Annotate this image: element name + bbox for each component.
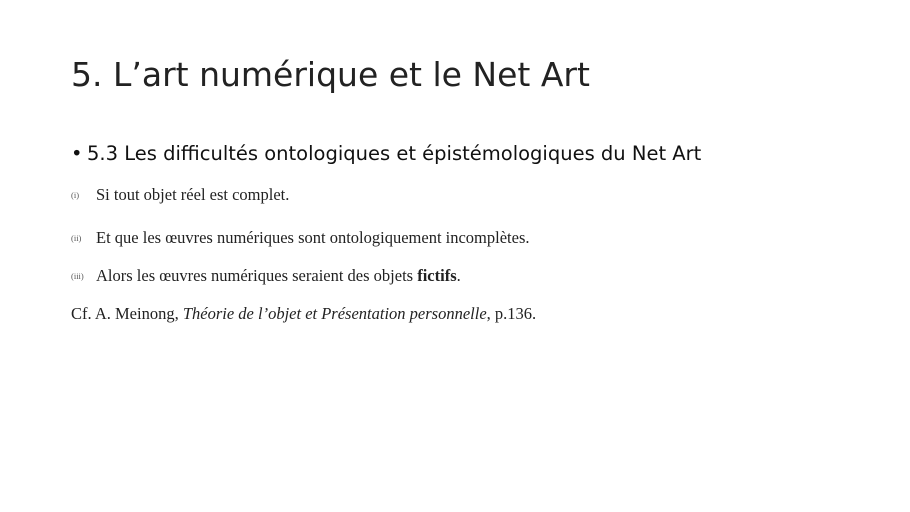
conclusion-item [71,265,461,287]
citation-suffix: , p.136. [486,304,537,323]
item-marker: (ii) [71,233,82,243]
premise-item-2 [71,227,530,249]
citation-work-title: Théorie de l’objet et Présentation personnelle [182,304,487,323]
section-bullet [71,139,701,169]
item-marker: (iii) [71,271,84,281]
item-text-end: . [456,266,461,285]
section-heading: 5.3 Les difficultés ontologiques et épistémologiques du Net Art [87,142,702,165]
citation [71,303,536,325]
item-text: Alors les œuvres numériques seraient des objets [96,266,418,285]
premise-item-1 [71,184,289,206]
citation-prefix: Cf. A. Meinong, [71,304,183,323]
item-text-bold: fictifs [417,266,457,285]
slide-title: 5. L’art numérique et le Net Art [71,55,590,94]
bullet-symbol: • [71,142,83,165]
item-text: Et que les œuvres numériques sont ontologiquement incomplètes. [96,228,530,247]
item-text: Si tout objet réel est complet. [96,185,290,204]
item-marker: (i) [71,190,80,200]
